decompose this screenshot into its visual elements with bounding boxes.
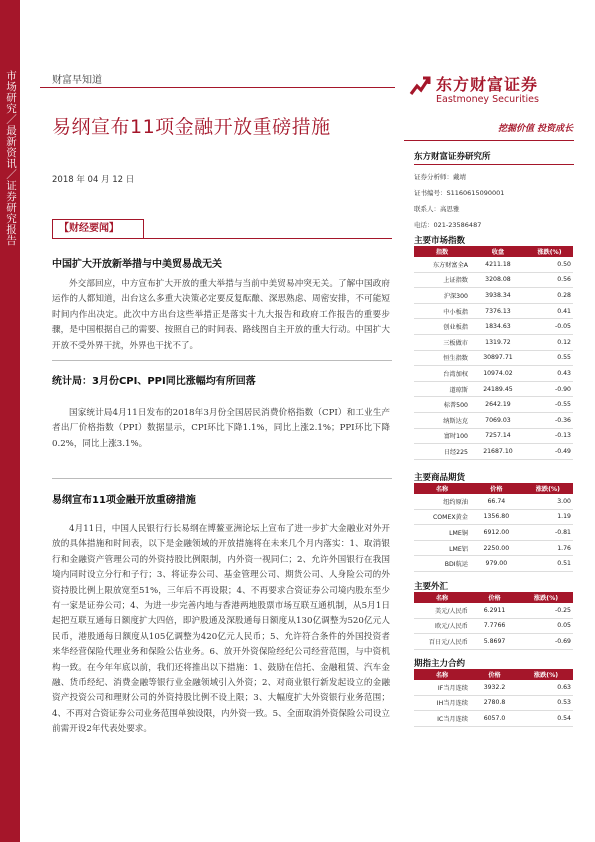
fx-table [414,592,573,650]
row-value: 1319.72 [470,334,526,350]
row-value: 7.7766 [470,618,519,634]
row-change: 0.55 [526,350,573,366]
column-header: 收盘 [470,246,526,257]
article-body: 外交部回应，中方宣布扩大开放的重大举措与当前中美贸易冲突无关。了解中国政府运作的人都知道，出台这么多重大决策必定要反复酝酿、深思熟虑、周密安排，不可能短时间内作出决定。此次中方出台这些举措正是落实十九大报告和政府工作报告的重要步骤，是中国根据自己的需要、按照自己的时间表、路线图自主开放的重大行动。中国扩大开放不受外界干扰，外界也干扰不了。 [52,279,390,351]
row-change: -0.49 [526,444,573,460]
row-change: -0.90 [526,381,573,397]
panel-title: 主要外汇 [414,582,449,592]
row-change: 0.51 [523,556,573,572]
row-change: 0.54 [519,711,573,727]
table-row [414,350,573,366]
table-header-row [414,669,573,680]
row-change: 3.00 [523,494,573,509]
table-row [414,334,573,350]
table-row [414,319,573,335]
row-name: 中小板指 [414,303,470,319]
row-value: 6.2911 [470,603,519,618]
row-name: LME铜 [414,525,470,541]
table-header-row [414,483,573,494]
row-change: -0.55 [526,397,573,413]
article-body: 4月11日，中国人民银行行长易纲在博鳌亚洲论坛上宣布了进一步扩大金融业对外开放的具体措施和时间表，以下是金融领域的开放措施将在未来几个月内落实：1、取消银行和金融资产管理公司的外资持股比例限制，内外资一视同仁；2、允许外国银行在我国境内同时设立分行和子行；3、将证券公司、基金管理公司、期货公司、人身险公司的外资持股比例上限放宽至51%，三年后不再设限；4、不再要求合资证券公司境内股东至少有一家是证券公司；4、为进一步完善内地与香港两地股票市场互联互通机制，从5月1日起把互联互通每日额度扩大四倍，即沪股通及深股通每日额度从130亿调整为520亿元人民币，港股通每日额度从105亿调整为420亿元人民币；5、允许符合条件的外国投资者来华经营保险代理业务和保险公估业务。6、放开外资保险经纪公司经营范围，与中资机构一致。在今年年底以前，我们还将推出以下措施：1、鼓励在信托、金融租赁、汽车金融、货币经纪、消费金融等银行业金融领域引入外资；2、对商业银行新发起设立的金融资产投资公司和理财公司的外资持股比例不设上限；3、大幅度扩大外资银行业务范围；4、不再对合资证券公司业务范围单独设限，内外资一致。5、全面取消外资保险公司设立前需开设2年代表处要求。 [52,524,390,735]
row-name: 道琼斯 [414,381,470,397]
row-value: 7069.03 [470,412,526,428]
row-value: 4211.18 [470,257,526,272]
analyst-line: 证券分析师：戴靖 [414,173,466,181]
table-row [414,540,573,556]
row-name: 欧元/人民币 [414,618,470,634]
futures-panel [414,657,574,727]
row-name: 美元/人民币 [414,603,470,618]
brand-name-cn: 东方财富证券 [436,75,539,94]
table-row [414,695,573,711]
header-divider [40,87,395,88]
row-value: 979.00 [470,556,523,572]
row-name: IH当月连续 [414,695,470,711]
row-value: 3938.34 [470,288,526,304]
article-title: 易纲宣布11项金融开放重磅措施 [52,495,196,506]
table-row [414,603,573,618]
column-header: 名称 [414,669,470,680]
section-label: 【财经要闻】 [52,219,144,239]
row-name: IC当月连续 [414,711,470,727]
table-row [414,509,573,525]
table-row [414,381,573,397]
column-header: 价格 [470,592,519,603]
row-name: 台湾加权 [414,366,470,382]
row-name: LME铝 [414,540,470,556]
table-row [414,272,573,288]
row-name: 富时100 [414,428,470,444]
futures-table [414,669,573,727]
column-header: 涨跌(%) [519,669,573,680]
fx-panel [414,580,574,650]
row-value: 24189.45 [470,381,526,397]
row-name: BDI航运 [414,556,470,572]
row-name: 上证指数 [414,272,470,288]
panel-title: 期指主力合约 [414,659,466,669]
row-name: 纽约原油 [414,494,470,509]
table-row [414,412,573,428]
row-value: 30897.71 [470,350,526,366]
row-value: 21687.10 [470,444,526,460]
table-row [414,634,573,650]
table-row [414,711,573,727]
article-divider [52,360,392,361]
research-info [414,150,574,233]
row-name: 标普500 [414,397,470,413]
row-value: 3932.2 [470,680,519,695]
row-change: 0.43 [526,366,573,382]
row-value: 3208.08 [470,272,526,288]
eastmoney-logo-icon [408,74,432,98]
commodity-panel [414,471,574,572]
row-change: 1.19 [523,509,573,525]
row-name: 沪深300 [414,288,470,304]
phone-line: 电话：021-23586487 [414,221,482,229]
row-name: IF当月连续 [414,680,470,695]
table-row [414,680,573,695]
row-change: -0.25 [519,603,573,618]
row-change: 0.41 [526,303,573,319]
row-name: 三板做市 [414,334,470,350]
row-value: 1356.80 [470,509,523,525]
row-change: 0.53 [519,695,573,711]
row-name: 百日元/人民币 [414,634,470,650]
article-title: 统计局：3月份CPI、PPI同比涨幅均有所回落 [52,376,256,387]
row-value: 7257.14 [470,428,526,444]
row-value: 2642.19 [470,397,526,413]
article-title: 中国扩大开放新举措与中美贸易战无关 [52,259,222,270]
row-change: -0.05 [526,319,573,335]
row-value: 1834.63 [470,319,526,335]
row-name: COMEX黄金 [414,509,470,525]
column-header: 涨跌(%) [519,592,573,603]
brand-divider [404,140,574,141]
row-name: 日经225 [414,444,470,460]
column-header: 涨跌(%) [526,246,573,257]
row-value: 66.74 [470,494,523,509]
column-header: 指数 [414,246,470,257]
table-row [414,556,573,572]
row-value: 6912.00 [470,525,523,541]
column-header: 名称 [414,483,470,494]
article-divider [52,478,392,479]
row-change: 0.50 [526,257,573,272]
market-index-table [414,246,573,460]
sidebar-label: 市场研究／最新资讯／证券研究报告 [5,70,17,246]
row-value: 5.8697 [470,634,519,650]
page-title: 易纲宣布11项金融开放重磅措施 [52,116,331,138]
row-name: 恒生指数 [414,350,470,366]
panel-title: 主要商品期货 [414,473,466,483]
row-change: 0.28 [526,288,573,304]
row-name: 创业板指 [414,319,470,335]
sidebar [0,0,20,842]
row-change: 0.05 [519,618,573,634]
cert-line: 证书编号：S1160615090001 [414,189,505,197]
row-change: 0.63 [519,680,573,695]
brand-slogan: 挖掘价值 投资成长 [498,124,574,134]
table-row [414,525,573,541]
commodity-table [414,483,573,572]
row-value: 6057.0 [470,711,519,727]
panel-title: 主要市场指数 [414,236,466,246]
row-change: -0.13 [526,428,573,444]
table-row [414,257,573,272]
table-row [414,428,573,444]
row-name: 东方财富全A [414,257,470,272]
brand-name-en: Eastmoney Securities [436,94,539,105]
column-header: 价格 [470,483,523,494]
row-value: 10974.02 [470,366,526,382]
column-header: 名称 [414,592,470,603]
table-row [414,397,573,413]
column-header: 价格 [470,669,519,680]
section-divider [52,238,392,239]
report-category: 财富早知道 [52,75,102,86]
row-change: -0.81 [523,525,573,541]
row-value: 2780.8 [470,695,519,711]
row-value: 2250.00 [470,540,523,556]
article-body: 国家统计局4月11日发布的2018年3月份全国居民消费价格指数（CPI）和工业生产者出厂价格指数（PPI）数据显示，CPI环比下降1.1%，同比上涨2.1%；PPI环比下降0.2%，同比上涨3.1%。 [52,408,390,449]
table-header-row [414,592,573,603]
table-header-row [414,246,573,257]
contact-line: 联系人：高思雅 [414,205,460,213]
report-date: 2018 年 04 月 12 日 [52,175,135,185]
table-row [414,444,573,460]
row-name: 纳斯达克 [414,412,470,428]
market-index-panel [414,234,574,460]
row-change: -0.36 [526,412,573,428]
table-row [414,288,573,304]
table-row [414,618,573,634]
row-change: 1.76 [523,540,573,556]
table-row [414,494,573,509]
column-header: 涨跌(%) [523,483,573,494]
table-row [414,303,573,319]
row-change: 0.56 [526,272,573,288]
table-row [414,366,573,382]
row-change: -0.69 [519,634,573,650]
row-value: 7376.13 [470,303,526,319]
row-change: 0.12 [526,334,573,350]
research-title: 东方财富证券研究所 [414,152,491,162]
